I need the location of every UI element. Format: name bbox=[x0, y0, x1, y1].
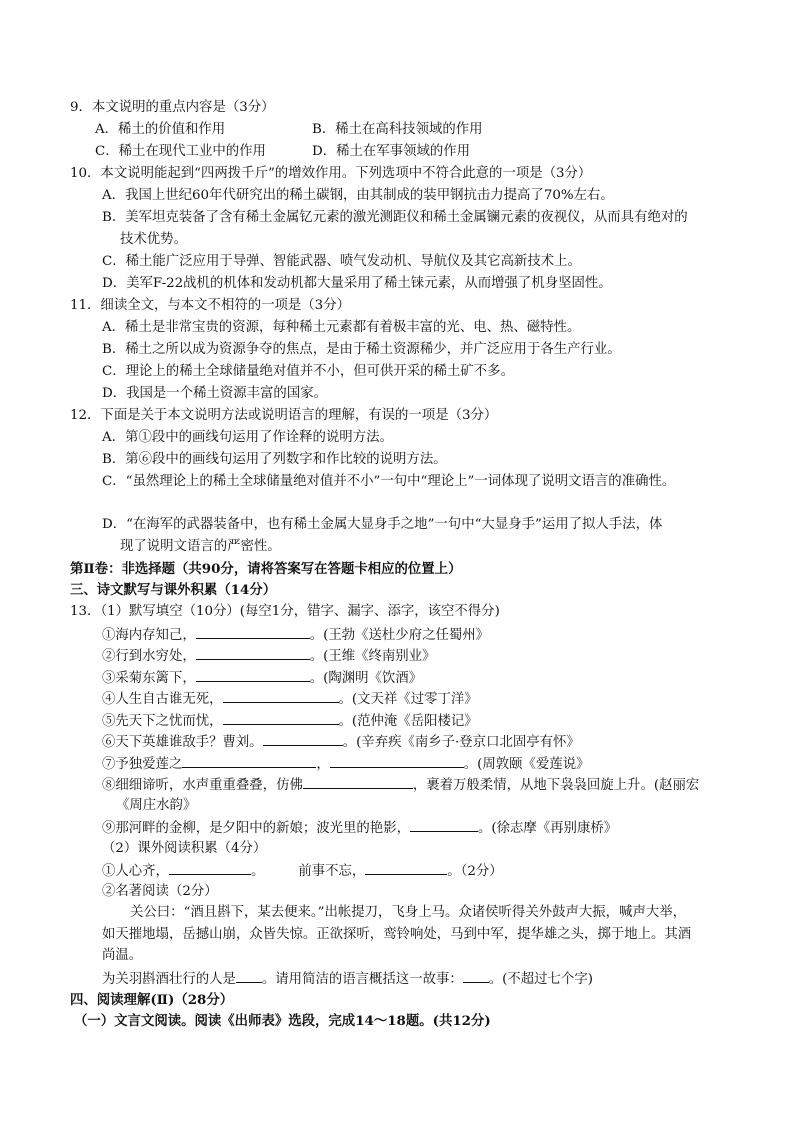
passage-line-1: 关公曰：“酒且斟下，某去便来。”出帐提刀，飞身上马。众诸侯听得关外鼓声大振，喊声大举， bbox=[130, 905, 687, 920]
q12-option-b: B．第⑥段中的画线句运用了列数字和作比较的说明方法。 bbox=[102, 452, 447, 467]
saying-1-end: 。 bbox=[250, 864, 265, 879]
answer-blank[interactable] bbox=[223, 689, 339, 703]
fill-line-7 bbox=[102, 754, 589, 774]
q9-option-d: D．稀土在军事领域的作用 bbox=[312, 144, 471, 159]
line-7-prompt: ⑦予独爱莲之 bbox=[102, 757, 183, 772]
line-9-prompt: ⑨那河畔的金柳，是夕阳中的新娘；波光里的艳影， bbox=[102, 821, 410, 836]
fill-line-9 bbox=[102, 818, 617, 838]
line-4-prompt: ④人生自古谁无死， bbox=[102, 692, 223, 707]
q9-option-c: C．稀土在现代工业中的作用 bbox=[95, 144, 266, 159]
fill-line-8 bbox=[102, 775, 699, 795]
line-6-source: 。(辛弃疾《南乡子·登京口北固亭有怀》 bbox=[342, 735, 580, 750]
part4-subtitle: （一）文言文阅读。阅读《出师表》选段，完成14～18题。(共12分) bbox=[74, 1013, 491, 1029]
answer-blank[interactable] bbox=[365, 861, 447, 875]
classic-reading-title: ②名著阅读（2分） bbox=[102, 884, 218, 899]
saying-2-prompt: 前事不忘， bbox=[298, 864, 366, 879]
line-3-source: 。(陶渊明《饮酒》 bbox=[309, 671, 423, 686]
line-8-text: ，裹着万般柔情，从地下袅袅回旋上升。(赵丽宏 bbox=[412, 778, 700, 793]
saying-2-points: 。（2分） bbox=[447, 864, 503, 879]
reading-line-1 bbox=[102, 861, 503, 881]
line-9-source: 。(徐志摩《再别康桥》 bbox=[477, 821, 618, 836]
line-5-prompt: ⑤先天下之忧而忧， bbox=[102, 714, 223, 729]
line-5-source: 。(范仲淹《岳阳楼记》 bbox=[338, 714, 478, 729]
fill-line-4 bbox=[102, 689, 478, 709]
line-4-source: 。(文天祥《过零丁洋》 bbox=[338, 692, 478, 707]
line-6-prompt: ⑥天下英雄谁敌手？曹刘。 bbox=[102, 735, 263, 750]
q11-option-d: D．我国是一个稀土资源丰富的国家。 bbox=[102, 386, 327, 401]
q12-stem: 12．下面是关于本文说明方法或说明语言的理解，有误的一项是（3分） bbox=[70, 408, 498, 423]
q11-stem: 11．细读全文，与本文不相符的一项是（3分） bbox=[70, 298, 350, 313]
answer-blank[interactable] bbox=[330, 754, 464, 768]
line-1-prompt: ①海内存知己， bbox=[102, 628, 196, 643]
q12-option-d-cont: 现了说明文语言的严密性。 bbox=[120, 539, 281, 554]
line-8-prompt: ⑧细细谛听，水声重重叠叠，仿佛 bbox=[102, 778, 303, 793]
q10-stem: 10．本文说明能起到“四两拨千斤”的增效作用。下列选项中不符合此意的一项是（3分） bbox=[70, 166, 592, 181]
q12-option-a: A．第①段中的画线句运用了作诠释的说明方法。 bbox=[102, 430, 393, 445]
q13-part1-instructions: 13．（1）默写填空（10分）(每空1分，错字、漏字、添字，该空不得分) bbox=[70, 604, 500, 619]
line-7-comma: ， bbox=[316, 757, 330, 772]
question-limit: 。(不超过七个字) bbox=[488, 972, 593, 987]
part4-title: 四、阅读理解(Ⅱ)（28分） bbox=[70, 992, 234, 1008]
fill-line-2 bbox=[102, 646, 435, 666]
line-7-source: 。(周敦颐《爱莲说》 bbox=[463, 757, 590, 772]
q9-stem: 9．本文说明的重点内容是（3分） bbox=[70, 100, 275, 115]
line-3-prompt: ③采菊东篱下， bbox=[102, 671, 196, 686]
line-2-prompt: ②行到水穷处， bbox=[102, 649, 196, 664]
q10-option-b-cont: 技术优势。 bbox=[120, 232, 187, 247]
answer-blank[interactable] bbox=[263, 732, 343, 746]
answer-blank[interactable] bbox=[182, 754, 316, 768]
question-person-prompt: 为关羽斟酒壮行的人是 bbox=[102, 972, 236, 987]
fill-line-8-source: 《周庄水韵》 bbox=[116, 798, 197, 813]
q11-option-b: B．稀土之所以成为资源争夺的焦点，是由于稀土资源稀少，并广泛应用于各生产行业。 bbox=[102, 342, 621, 357]
part2-title: 第Ⅱ卷：非选择题（共90分，请将答案写在答题卡相应的位置上） bbox=[70, 561, 462, 577]
q12-option-c: C．“虽然理论上的稀土全球储量绝对值并不小”一句中“理论上”一词体现了说明文语言的准确性。 bbox=[102, 474, 676, 489]
q10-option-c: C．稀土能广泛应用于导弹、智能武器、喷气发动机、导航仪及其它高新技术上。 bbox=[102, 254, 581, 269]
answer-blank[interactable] bbox=[463, 969, 489, 983]
passage-line-3: 尚温。 bbox=[102, 948, 143, 963]
q10-option-d: D．美军F-22战机的机体和发动机都大量采用了稀土铼元素，从而增强了机身坚固性。 bbox=[102, 276, 612, 291]
fill-line-1 bbox=[102, 625, 489, 645]
q12-option-d: D．“在海军的武器装备中，也有稀土金属大显身手之地”一句中“大显身手”运用了拟人手法，体 bbox=[102, 517, 663, 532]
answer-blank[interactable] bbox=[196, 668, 310, 682]
q9-option-b: B．稀土在高科技领域的作用 bbox=[312, 122, 483, 137]
answer-blank[interactable] bbox=[410, 818, 478, 832]
fill-line-6 bbox=[102, 732, 580, 752]
answer-blank[interactable] bbox=[303, 775, 413, 789]
passage-line-2: 如天摧地塌，岳撼山崩，众皆失惊。正欲探听，鸾铃响处，马到中军，提华雄之头，掷于地上。其酒 bbox=[102, 927, 692, 942]
q11-option-c: C．理论上的稀土全球储量绝对值并不小，但可供开采的稀土矿不多。 bbox=[102, 364, 514, 379]
fill-line-3 bbox=[102, 668, 422, 688]
answer-blank[interactable] bbox=[223, 711, 339, 725]
line-2-source: 。(王维《终南别业》 bbox=[309, 649, 436, 664]
q9-option-a: A．稀土的价值和作用 bbox=[95, 122, 226, 137]
q10-option-b: B．美军坦克装备了含有稀土金属钇元素的激光测距仪和稀土金属镧元素的夜视仪，从而具有绝对的 bbox=[102, 210, 688, 225]
classic-question bbox=[102, 969, 593, 989]
answer-blank[interactable] bbox=[236, 969, 262, 983]
answer-blank[interactable] bbox=[196, 625, 310, 639]
q10-option-a: A．我国上世纪60年代研究出的稀土碳钢，由其制成的装甲钢抗击力提高了70%左右。 bbox=[102, 188, 614, 203]
q13-part2-title: （2）课外阅读积累（4分） bbox=[102, 841, 267, 856]
fill-line-5 bbox=[102, 711, 478, 731]
saying-1-prompt: ①人心齐， bbox=[102, 864, 169, 879]
line-1-source: 。(王勃《送杜少府之任蜀州》 bbox=[309, 628, 490, 643]
answer-blank[interactable] bbox=[169, 861, 251, 875]
question-summary-prompt: 。请用简洁的语言概括这一故事： bbox=[261, 972, 463, 987]
q11-option-a: A．稀土是非常宝贵的资源，每种稀土元素都有着极丰富的光、电、热、磁特性。 bbox=[102, 320, 581, 335]
section3-title: 三、诗文默写与课外积累（14分） bbox=[70, 582, 277, 598]
answer-blank[interactable] bbox=[196, 646, 310, 660]
